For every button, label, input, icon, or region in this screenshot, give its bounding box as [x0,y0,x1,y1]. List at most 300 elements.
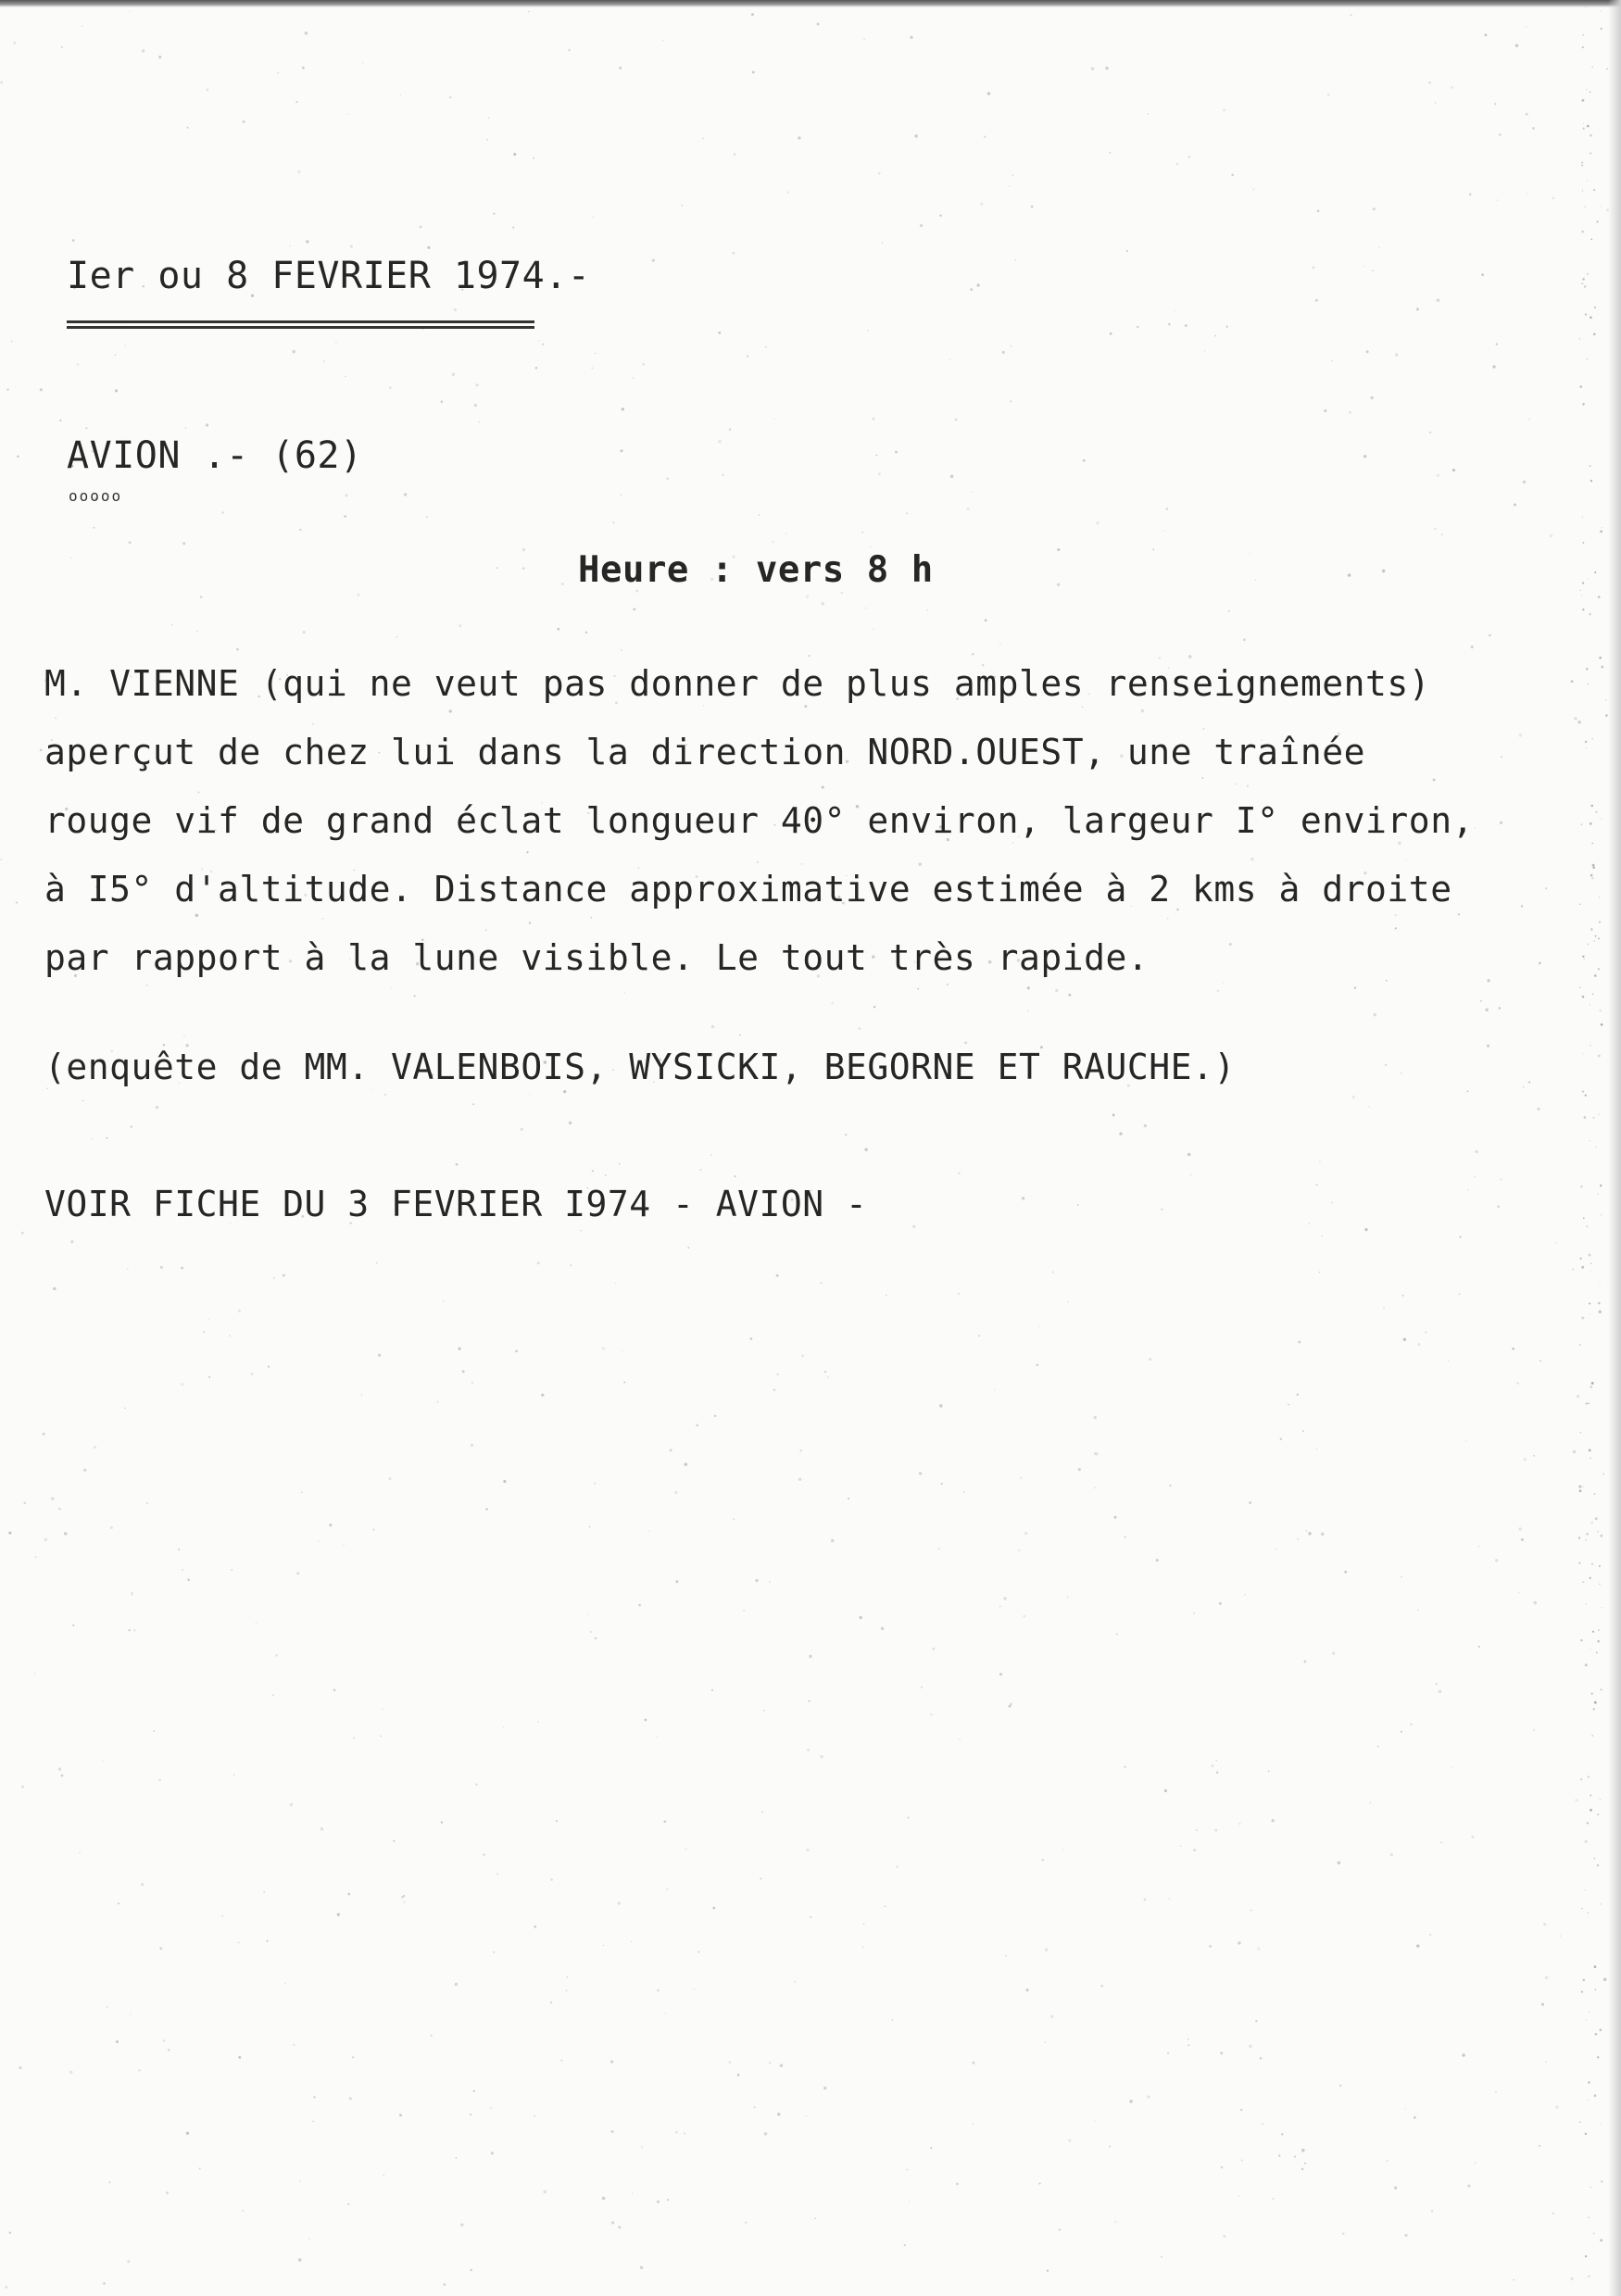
scan-speck [985,619,987,621]
scan-speck [1583,1979,1585,1981]
scan-speck [557,628,559,631]
scan-speck [1582,582,1584,583]
scan-speck [773,418,775,420]
scan-speck [1217,990,1219,992]
scan-speck [43,1433,45,1436]
scan-speck [1600,1903,1601,1904]
scan-speck [1524,1458,1527,1461]
scan-speck [186,127,188,129]
scan-speck [648,1531,650,1533]
scan-speck [268,1365,270,1368]
scan-speck [1110,332,1112,335]
scan-speck [858,1027,861,1030]
scan-speck [61,46,63,48]
date-heading: Ier ou 8 FEVRIER 1974.- [67,255,591,297]
scan-speck [892,2019,893,2020]
scan-speck [298,2258,302,2262]
scan-speck [1579,2121,1581,2123]
scan-speck [624,992,626,994]
scan-speck [1518,1592,1520,1594]
scan-speck [1057,583,1060,586]
scan-speck [1582,46,1584,48]
scan-speck [1599,657,1602,659]
scan-speck [40,388,43,391]
scan-speck [1366,350,1369,353]
scan-speck [1537,1108,1539,1110]
scan-speck [1477,1546,1479,1548]
scan-speck [110,1526,113,1529]
scan-speck [926,609,928,611]
scan-speck [1590,153,1591,155]
scan-speck [1590,1795,1591,1797]
scan-speck [1137,326,1138,328]
scan-speck [594,1483,596,1485]
scan-speck [1010,400,1012,402]
scan-speck [11,341,13,343]
investigation-line: (enquête de MM. VALENBOIS, WYSICKI, BEGORNE ET RAUCHE.) [44,1047,1236,1087]
scan-speck [591,917,593,919]
scan-speck [652,258,655,261]
scan-speck [1601,1535,1603,1537]
scan-speck [737,2074,740,2076]
scan-speck [1416,1944,1419,1947]
time-line: Heure : vers 8 h [578,549,934,591]
scan-speck [1038,2183,1040,2185]
scan-speck [747,355,748,357]
scan-speck [313,2096,315,2098]
scan-speck [1545,887,1547,889]
scan-speck [641,2146,643,2148]
scan-speck [308,2239,309,2240]
scan-speck [1385,1064,1387,1066]
scan-speck [94,1446,96,1449]
scan-speck [1324,409,1326,412]
scan-speck [568,49,571,52]
scan-speck [1005,1954,1007,1956]
scan-speck [794,1981,796,1983]
scan-speck [987,92,990,94]
scan-speck [182,1569,183,1571]
scan-speck [5,2286,7,2289]
scan-speck [831,1539,835,1543]
scan-speck [787,192,789,194]
scan-speck [645,1719,647,1722]
scan-speck [1404,2234,1407,2237]
scan-speck [350,245,353,248]
scan-speck [666,1888,668,1890]
scan-speck [1109,2145,1111,2147]
scan-speck [383,2175,384,2177]
scan-speck [980,203,983,206]
scan-speck [1316,1184,1318,1186]
scan-speck [696,1424,698,1426]
scan-speck [1584,206,1586,207]
reference-line: VOIR FICHE DU 3 FEVRIER I974 - AVION - [44,1184,868,1224]
scan-speck [1068,2139,1071,2142]
scan-speck [1523,1086,1524,1087]
scan-speck [1582,542,1584,544]
scan-speck [1331,1202,1332,1203]
scan-speck [1125,1536,1126,1537]
scan-speck [1201,777,1203,779]
scan-speck [1589,1254,1591,1257]
scan-speck [182,542,185,545]
scan-speck [1351,1096,1355,1099]
scan-speck [318,1540,320,1542]
scan-speck [873,1006,875,1008]
scan-speck [685,1849,687,1851]
scan-speck [759,514,760,515]
paragraph-line-4: à I5° d'altitude. Distance approximative estimée à 2 kms à droite [44,869,1452,910]
scan-speck [1187,2044,1189,2046]
scan-speck [522,548,525,551]
scan-speck [1082,707,1084,709]
scan-speck [345,376,346,377]
scan-speck [159,1947,162,1950]
scan-speck [115,389,118,392]
scan-speck [1581,1908,1582,1909]
scan-speck [1545,2061,1547,2063]
scan-speck [293,2043,295,2046]
scan-speck [1476,1150,1478,1153]
scan-speck [129,1629,131,1631]
scan-speck [1585,2255,1587,2257]
scan-speck [1593,2232,1595,2234]
scan-speck [1363,266,1364,267]
scan-speck [1469,194,1471,195]
scan-speck [21,1786,24,1788]
scan-speck [1204,350,1205,351]
scan-speck [882,243,883,244]
scan-speck [848,1498,849,1499]
scan-speck [534,1926,536,1928]
scan-speck [1458,913,1460,915]
scan-speck [958,1173,960,1174]
scan-speck [1433,779,1436,782]
scan-speck [1598,1640,1600,1642]
scan-speck [515,1349,518,1352]
scan-speck [242,2210,244,2212]
scan-speck [290,1803,293,1806]
scan-speck [160,1266,163,1269]
scan-speck [685,1462,688,1466]
scan-speck [277,71,279,73]
scan-speck [1169,1899,1170,1900]
scan-speck [83,1469,86,1472]
scan-speck [251,1373,254,1375]
scan-speck [556,1820,558,1822]
scan-speck [471,2269,472,2271]
scan-speck [400,94,401,95]
scan-speck [127,1268,129,1270]
scan-speck [1593,1708,1595,1710]
scan-speck [1327,94,1330,96]
scan-speck [343,1544,344,1545]
scan-speck [404,493,407,496]
scan-speck [222,511,224,513]
scan-speck [1594,1965,1597,1968]
scan-speck [1484,33,1487,36]
scan-speck [1377,1746,1379,1748]
scan-speck [203,1331,205,1333]
scan-speck [8,1532,11,1535]
scan-speck [769,2062,771,2064]
scan-speck [1304,2163,1306,2164]
scan-speck [312,723,314,725]
scan-speck [1394,2187,1397,2189]
scan-speck [1590,316,1592,319]
scan-speck [1578,338,1580,340]
scan-speck [1588,2217,1589,2218]
scan-speck [569,1122,572,1125]
scan-speck [256,1623,258,1625]
scan-speck [77,363,80,366]
scan-speck [711,1025,714,1028]
scan-speck [1039,1325,1041,1327]
scan-speck [1582,190,1583,191]
scan-speck [1342,2232,1344,2234]
scan-speck [1301,2168,1304,2171]
scan-speck [761,1811,763,1813]
scan-speck [1459,1293,1461,1295]
scan-speck [1587,358,1589,360]
scan-speck [1590,1577,1591,1579]
scan-speck [1250,1910,1252,1912]
scan-speck [521,1128,523,1131]
scan-speck [1585,6,1586,7]
scan-speck [1582,517,1583,518]
scan-speck [1586,89,1587,90]
scan-speck [1272,1819,1275,1822]
scan-speck [822,786,824,789]
scan-speck [1401,1731,1402,1733]
scan-speck [994,1389,995,1390]
scan-speck [1545,1976,1549,1979]
scan-speck [1214,1829,1217,1832]
scan-speck [1601,666,1603,669]
scan-speck [1541,2003,1544,2006]
scan-speck [1062,1849,1063,1850]
scan-speck [1027,1010,1029,1012]
scan-speck [1369,1801,1371,1803]
scan-speck [1583,1116,1586,1119]
scan-speck [1193,1612,1195,1614]
scan-speck [919,1472,922,1474]
scan-speck [1425,1331,1426,1333]
scan-speck [687,1247,689,1248]
scan-speck [585,632,587,634]
scan-speck [1596,220,1598,222]
scan-speck [1238,1941,1240,1944]
scan-speck [1147,2095,1150,2098]
scan-speck [1580,1639,1582,1641]
scan-speck [1255,2020,1257,2022]
scan-speck [118,1902,119,1904]
scan-speck [1515,44,1518,46]
scan-speck [352,2056,354,2058]
scan-speck [769,1581,771,1583]
scan-speck [353,1737,355,1738]
scan-speck [1161,1209,1162,1211]
scan-speck [1278,2154,1280,2156]
scan-speck [1474,1176,1476,1178]
scan-speck [1308,1532,1312,1536]
scan-speck [1590,238,1592,240]
scan-speck [1373,1013,1376,1016]
scan-speck [1585,313,1587,315]
scan-speck [1302,1430,1304,1432]
scan-speck [623,1381,625,1383]
scan-speck [1597,1813,1599,1815]
scan-speck [1600,206,1601,207]
scan-speck [153,1730,155,1732]
scan-speck [526,851,528,853]
scan-speck [322,918,323,919]
scan-speck [1247,785,1249,787]
scan-speck [296,1572,299,1575]
scan-speck [199,2167,201,2169]
scan-speck [1241,2160,1243,2162]
scan-speck [1593,333,1596,336]
scan-speck [710,1154,712,1156]
scan-speck [297,170,300,173]
scan-speck [1582,956,1584,958]
scan-speck [930,1713,933,1716]
scan-speck [431,2035,433,2037]
scan-speck [1410,1724,1412,1725]
scan-speck [1600,1010,1602,1011]
scan-speck [1492,365,1495,368]
scan-speck [1597,2056,1599,2058]
date-heading-double-underline [67,320,534,329]
scan-speck [1594,1701,1597,1704]
scan-speck [1555,2105,1559,2109]
scan-speck [1037,1364,1038,1366]
scan-speck [347,2203,349,2205]
scan-speck [426,516,428,518]
scan-speck [1429,432,1431,433]
scan-speck [1383,1307,1385,1309]
scan-speck [1588,578,1589,579]
scan-speck [712,1907,715,1910]
scan-speck [1601,1214,1602,1215]
scan-speck [1161,2256,1162,2258]
scan-speck [861,532,863,533]
scan-speck [485,1508,488,1511]
scan-speck [970,288,973,291]
scan-speck [972,492,973,493]
scan-speck [662,40,664,42]
scan-speck [1528,419,1530,420]
scan-speck [801,863,802,864]
scan-speck [1250,858,1253,860]
scan-speck [1465,1440,1466,1441]
scan-speck [1593,189,1595,191]
scan-speck [69,2071,72,2074]
scan-speck [1193,1849,1196,1851]
scan-speck [633,608,635,610]
scan-speck [184,427,186,429]
scan-speck [859,1616,861,1619]
scan-speck [763,1710,765,1712]
scan-speck [1512,1348,1514,1350]
scan-speck [312,2121,314,2123]
scan-speck [1594,307,1596,308]
scan-speck [1166,508,1168,509]
scan-speck [1583,1217,1585,1219]
scan-speck [1249,2045,1251,2048]
scan-speck [1521,905,1523,907]
scan-speck [1078,1468,1081,1471]
scan-speck [806,1849,809,1851]
scan-speck [529,922,532,924]
scan-speck [1095,1452,1099,1456]
scan-speck [618,2226,621,2228]
scan-speck [1588,2081,1590,2084]
scan-speck [1596,1651,1598,1653]
scan-speck [1309,1223,1310,1224]
scan-speck [976,283,979,286]
scan-speck [1395,353,1398,356]
scan-speck [1141,709,1144,712]
scan-speck [1587,273,1589,275]
scan-speck [1591,67,1592,68]
scan-speck [542,344,544,345]
scan-speck [550,2001,553,2004]
scan-speck [1599,921,1601,922]
scan-speck [1187,2039,1189,2040]
scan-speck [1598,1055,1601,1058]
scan-speck [1582,231,1584,232]
scan-speck [404,1901,406,1903]
scan-speck [1475,827,1476,828]
scan-speck [1268,1771,1270,1773]
scan-speck [0,82,3,84]
scan-speck [1321,1236,1323,1237]
scan-speck [420,226,422,229]
scan-speck [867,330,869,332]
scan-speck [1338,1862,1340,1864]
scan-speck [70,1240,73,1243]
scan-speck [563,1090,566,1093]
location-underline-marks: ooooo [69,487,123,505]
scan-speck [284,1983,285,1984]
scan-speck [302,67,305,69]
scan-speck [1588,2276,1590,2277]
scan-speck [1249,553,1250,554]
scan-speck [1600,1185,1602,1186]
scan-speck [999,1673,1002,1675]
scan-speck [1552,2213,1554,2214]
scan-speck [1586,2019,1587,2020]
scan-speck [1349,411,1351,414]
scan-speck [757,861,759,863]
scan-speck [702,137,704,139]
scan-speck [396,636,397,638]
scan-speck [694,1989,696,1990]
scan-speck [1231,173,1234,176]
scan-speck [602,1348,605,1350]
scan-speck [51,1497,54,1499]
scan-speck [700,1169,701,1170]
scan-speck [6,388,8,390]
scan-speck [1597,1864,1599,1866]
scan-speck [1156,1559,1159,1562]
scan-speck [475,1784,477,1786]
scan-speck [347,1893,350,1896]
scan-speck [1591,1735,1593,1737]
scan-speck [129,541,132,544]
